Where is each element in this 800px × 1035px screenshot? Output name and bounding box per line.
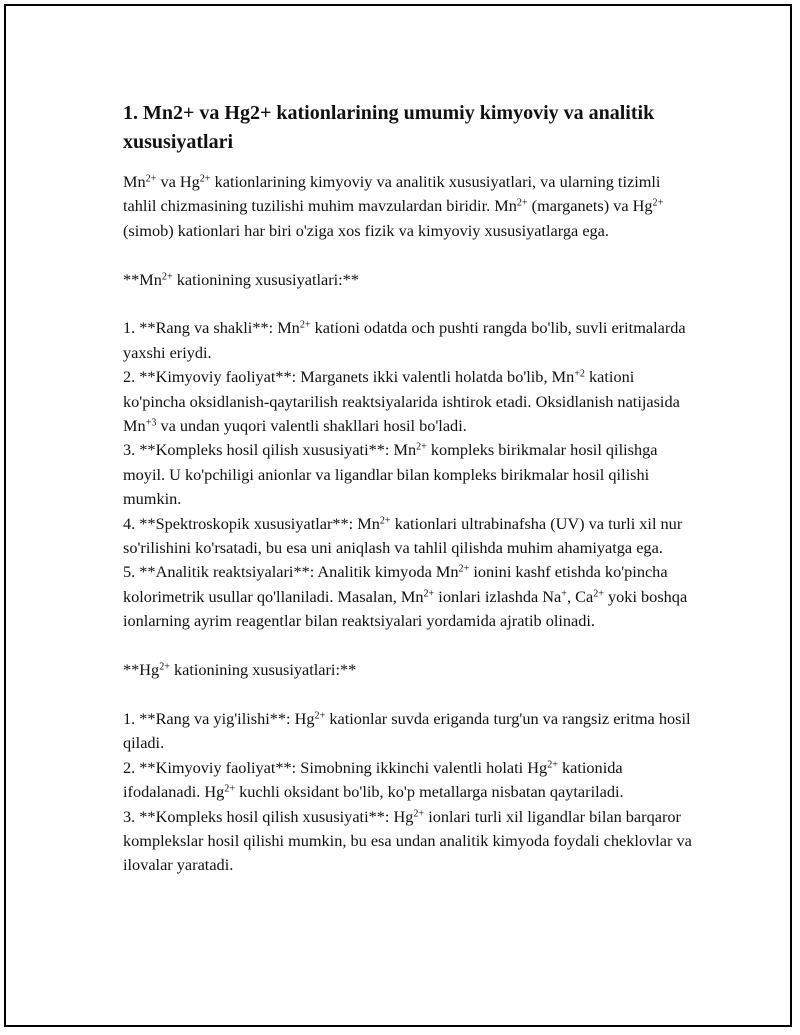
page-frame bbox=[4, 4, 792, 1027]
superscript: 2+ bbox=[593, 588, 604, 600]
mn-item-4: 4. **Spektroskopik xususiyatlar**: $Mn^{2+}$ kationlari ultrabinafsha (UV) va turli xil nur so'rilishini ko'rsatadi, bu esa uni aniqlash va tahlil qilishda muhim ahamiyatga ega. bbox=[123, 513, 683, 558]
hg-item-2: 2. **Kimyoviy faoliyat**: Simobning ikkinchi valentli holati $Hg^{2+}$ kationida ifodalanadi. $Hg^{2+}$ kuchli oksidant bo'lib, ko'p metallarga nisbatan qaytariladi. bbox=[123, 757, 624, 802]
superscript: 2+ bbox=[423, 588, 435, 600]
superscript: 2+ bbox=[458, 563, 470, 575]
spacer bbox=[123, 292, 695, 316]
intro-paragraph: $Mn^{2+}$ va $Hg^{2+}$ kationlarining kimyoviy va analitik xususiyatlari, va ularning tizimli tahlil chizmasining tuzilishi muhim mavzulardan biridir. $Mn^{2+}$ (marganets) va $Hg^{2+}$ (simob) kationlari har biri o'ziga xos fizik va kimyoviy xususiyatlarga ega. bbox=[123, 172, 664, 240]
spacer bbox=[123, 682, 695, 706]
superscript: 2+ bbox=[224, 783, 236, 795]
hg-section-heading: $**Hg^{2+}$ kationining xususiyatlari:** bbox=[123, 660, 357, 680]
superscript: +2 bbox=[574, 368, 585, 380]
superscript: 2+ bbox=[413, 807, 425, 819]
hg-item-1: 1. **Rang va yig'ilishi**: $Hg^{2+}$ kationlar suvda eriganda turg'un va rangsiz eritma hosil qiladi. bbox=[123, 708, 691, 753]
superscript: 2+ bbox=[159, 661, 170, 673]
superscript: 2+ bbox=[379, 515, 391, 527]
mn-item-2: 2. **Kimyoviy faoliyat**: Marganets ikki valentli holatda bo'lib, $Mn^{+2}$ kationi ko'pincha oksidlanish-qaytarilish reaktsiyalarida ishtirok etadi. Oksidlanish natijasida $Mn^{+3}$ va undan yuqori valentli shakllari hosil bo'ladi. bbox=[123, 367, 680, 436]
superscript: 2+ bbox=[416, 441, 427, 453]
hg-item-3: 3. **Kompleks hosil qilish xususiyati**: $Hg^{2+}$ ionlari turli xil ligandlar bilan barqaror komplekslar hosil qilishi mumkin, bu esa undan analitik kimyoda foydali cheklovlar va ilovalar yaratadi. bbox=[123, 806, 692, 875]
superscript: 2+ bbox=[299, 319, 311, 331]
document-title: 1. Mn2+ va Hg2+ kationlarining umumiy kimyoviy va analitik xususiyatlari bbox=[123, 102, 655, 153]
superscript: 2+ bbox=[314, 710, 326, 722]
mn-item-3: 3. **Kompleks hosil qilish xususiyati**: $Mn^{2+}$ kompleks birikmalar hosil qilishga moyil. U ko'pchiligi anionlar va ligandlar bilan kompleks birikmalar hosil qilishi mumkin. bbox=[123, 440, 658, 509]
mn-item-5: 5. **Analitik reaktsiyalari**: Analitik kimyoda $Mn^{2+}$ ionini kashf etishda ko'pincha kolorimetrik usullar qo'llaniladi. Masalan, $Mn^{2+}$ ionlari izlashda Na+, $Ca^{2+}$ yoki boshqa ionlarning ayrim reagentlar bilan reaktsiyalari yordamida ajratib olinadi. bbox=[123, 562, 688, 631]
superscript: + bbox=[561, 588, 567, 600]
superscript: 2+ bbox=[161, 271, 173, 283]
mn-section-heading: $**Mn^{2+}$ kationining xususiyatlari:** bbox=[123, 269, 359, 289]
mn-item-1: 1. **Rang va shakli**: $Mn^{2+}$ kationi odatda och pushti rangda bo'lib, suvli eritmalarda yaxshi eriydi. bbox=[123, 318, 686, 362]
superscript: 2+ bbox=[199, 173, 211, 185]
spacer bbox=[123, 243, 695, 267]
superscript: 2+ bbox=[145, 173, 157, 185]
spacer bbox=[123, 634, 695, 658]
superscript: 2+ bbox=[547, 759, 558, 771]
superscript: +3 bbox=[145, 417, 157, 429]
superscript: 2+ bbox=[516, 197, 528, 209]
document-body bbox=[123, 99, 695, 878]
superscript: 2+ bbox=[652, 197, 664, 209]
